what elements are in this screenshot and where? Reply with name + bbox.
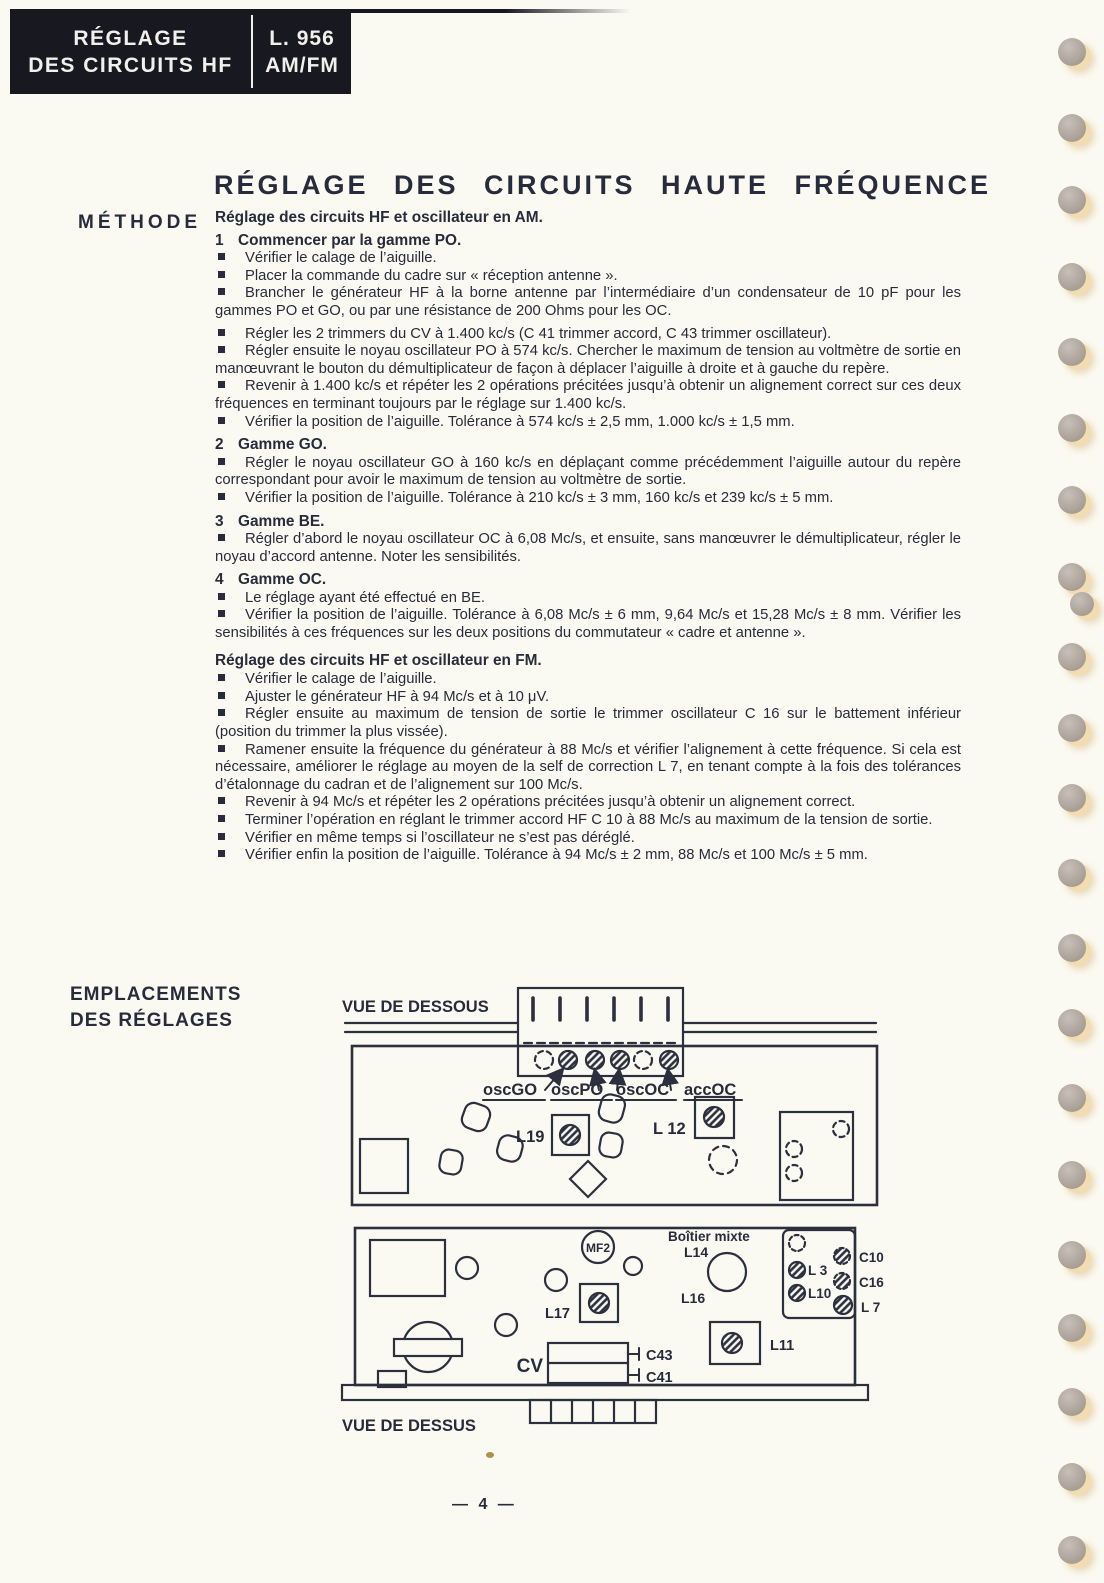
tube-hole [456, 1257, 478, 1279]
label-l11: L11 [770, 1338, 795, 1354]
hole-icon [789, 1235, 805, 1251]
method-bullet: Vérifier en même temps si l’oscillateur ne s’est pas déréglé. [215, 830, 961, 848]
method-numbered: 2 Gamme GO. [215, 436, 327, 454]
emplacements-line-2: DES RÉGLAGES [70, 1010, 233, 1031]
method-bullet: Ramener ensuite la fréquence du générateur à 88 Mc/s et vérifier l’alignement à cette fréquence. Si cela est nécessaire, améliorer le réglage au moyen de la self de correction L 7, en tenant compte à la fois des tolérances d’étalonnage du cadran et de l’alignement sur 100 Mc/s. [215, 741, 961, 793]
tube-hole [624, 1257, 642, 1275]
label-osc-oc: oscOC [616, 1081, 670, 1099]
method-bullet: Régler ensuite au maximum de tension de sortie le trimmer oscillateur C 16 sur le battement inférieur (position du trimmer la plus vissée). [215, 706, 961, 741]
binder-hole [1058, 486, 1086, 514]
bullet-square-icon [218, 815, 225, 822]
bullet-square-icon [218, 271, 225, 278]
bullet-square-icon [218, 417, 225, 424]
binder-hole [1058, 38, 1086, 66]
l16-can [708, 1253, 746, 1291]
binder-hole [1058, 714, 1086, 742]
item-number: 1 [215, 231, 224, 249]
bullet-square-icon [218, 534, 225, 541]
bullet-square-icon [218, 745, 225, 752]
screw-icon [559, 1051, 577, 1069]
method-bullet: Vérifier la position de l’aiguille. Tolérance à 6,08 Mc/s ± 6 mm, 9,64 Mc/s et 15,28 Mc/s ± 8 mm. Vérifier les sensibilités à ces fréquences sur les deux positions du commutateur « cadre et antenne ». [215, 607, 961, 642]
label-l12: L 12 [653, 1120, 686, 1138]
item-number: 2 [215, 436, 224, 454]
header-band-label: AM/FM [265, 53, 339, 77]
binder-hole [1058, 414, 1086, 442]
bullet-square-icon [218, 493, 225, 500]
bullet-square-icon [218, 833, 225, 840]
label-acc-oc: accOC [684, 1081, 737, 1099]
page-title: RÉGLAGE DES CIRCUITS HAUTE FRÉQUENCE [214, 170, 992, 200]
method-bullet: Vérifier le calage de l’aiguille. [215, 250, 961, 268]
item-number: 4 [215, 571, 224, 589]
knurled-trimmer-icon [834, 1248, 850, 1264]
binder-hole [1058, 784, 1086, 812]
emplacements-margin-label [70, 982, 241, 1034]
bottom-view-diagram [342, 988, 877, 1205]
label-l14: L14 [684, 1244, 709, 1260]
screw-icon [611, 1051, 629, 1069]
binder-hole [1058, 338, 1086, 366]
header-model-ref [253, 25, 351, 79]
bullet-square-icon [218, 692, 225, 699]
method-numbered: 3 Gamme BE. [215, 512, 325, 530]
bottom-view-title: VUE DE DESSOUS [342, 998, 489, 1016]
bottom-connector [530, 1400, 656, 1423]
binder-hole [1058, 1314, 1086, 1342]
label-l7: L 7 [861, 1300, 881, 1315]
hole-icon [786, 1141, 802, 1157]
bullet-square-icon [218, 458, 225, 465]
bullet-square-icon [218, 797, 225, 804]
binder-hole [1058, 859, 1086, 887]
label-mf2: MF2 [586, 1241, 610, 1255]
binder-hole [1058, 1536, 1086, 1564]
label-l17: L17 [545, 1306, 570, 1322]
hole-icon [786, 1165, 802, 1181]
item-number: 3 [215, 512, 224, 530]
adjustment-locations-diagram [330, 973, 915, 1453]
page-number: — 4 — [452, 1496, 517, 1513]
label-osc-po: oscPO [551, 1081, 604, 1099]
binder-hole [1058, 1388, 1086, 1416]
hole-icon [833, 1121, 849, 1137]
label-c43: C43 [646, 1348, 673, 1364]
method-bullet: Placer la commande du cadre sur « réception antenne ». [215, 268, 961, 286]
header-section-title [10, 25, 251, 79]
method-numbered: 1 Commencer par la gamme PO. [215, 231, 462, 249]
method-text-column [215, 209, 961, 865]
right-subassembly [780, 1112, 853, 1200]
label-l3: L 3 [808, 1263, 828, 1278]
binder-hole [1058, 1009, 1086, 1037]
page-header-box [10, 9, 351, 94]
diamond-hole [570, 1161, 606, 1197]
screw-icon [722, 1333, 742, 1353]
top-view-title: VUE DE DESSUS [342, 1417, 476, 1435]
binder-hole [1058, 186, 1086, 214]
screw-icon [789, 1262, 805, 1278]
binder-hole [1058, 643, 1086, 671]
bullet-square-icon [218, 253, 225, 260]
method-bullet: Terminer l’opération en réglant le trimmer accord HF C 10 à 88 Mc/s au maximum de la tension de sortie. [215, 812, 961, 830]
screw-icon [560, 1125, 580, 1145]
label-cv: CV [516, 1356, 543, 1377]
bullet-square-icon [218, 329, 225, 336]
binder-hole [1058, 263, 1086, 291]
emplacements-line-1: EMPLACEMENTS [70, 984, 242, 1005]
binder-hole [1058, 1241, 1086, 1269]
method-bullet: Brancher le générateur HF à la borne antenne par l’intermédiaire d’un condensateur de 10 pF pour les gammes PO et GO, ou par une résistance de 200 Ohms pour les OC. [215, 285, 961, 319]
transformer-square [370, 1240, 445, 1296]
bullet-square-icon [218, 593, 225, 600]
screw-icon [586, 1051, 604, 1069]
binder-hole [1058, 1084, 1086, 1112]
bullet-square-icon [218, 610, 225, 617]
screw-icon [789, 1285, 805, 1301]
method-bullet: Ajuster le générateur HF à 94 Mc/s et à 10 μV. [215, 689, 961, 707]
screw-icon [704, 1107, 724, 1127]
header-model-number: L. 956 [269, 26, 335, 50]
screw-icon [589, 1293, 609, 1313]
method-bullet: Le réglage ayant été effectué en BE. [215, 590, 961, 608]
method-bullet: Régler ensuite le noyau oscillateur PO à 574 kc/s. Chercher le maximum de tension au voltmètre de sortie en manœuvrant le bouton du démultiplicateur de façon à déplacer l’aiguille à droite et à gauche du repère. [215, 343, 961, 377]
ink-speck [486, 1452, 494, 1458]
screw-icon [660, 1051, 678, 1069]
tuning-shaft-bar [394, 1339, 462, 1356]
knurled-trimmer-icon [834, 1273, 850, 1289]
binder-hole [1058, 114, 1086, 142]
binder-hole [1058, 934, 1086, 962]
binder-hole [1058, 563, 1086, 591]
chassis-base-plate [342, 1385, 868, 1400]
method-heading: Réglage des circuits HF et oscillateur en FM. [215, 651, 542, 669]
label-l10: L10 [808, 1286, 832, 1301]
method-heading: Réglage des circuits HF et oscillateur en AM. [215, 209, 543, 226]
method-bullet: Régler le noyau oscillateur GO à 160 kc/s en déplaçant comme précédemment l’aiguille autour du repère correspondant pour avoir le maximum de tension au voltmètre de sortie. [215, 454, 961, 489]
label-boitier-mixte: Boîtier mixte [668, 1229, 750, 1244]
method-bullet: Vérifier le calage de l’aiguille. [215, 671, 961, 689]
method-bullet: Régler les 2 trimmers du CV à 1.400 kc/s (C 41 trimmer accord, C 43 trimmer oscillateur). [215, 326, 961, 344]
method-bullet: Vérifier enfin la position de l’aiguille. Tolérance à 94 Mc/s ± 2 mm, 88 Mc/s et 100 Mc/s ± 5 mm. [215, 847, 961, 865]
top-view-diagram [342, 1228, 884, 1435]
header-line-2: DES CIRCUITS HF [28, 53, 233, 77]
header-line-1: RÉGLAGE [73, 26, 188, 50]
label-c16: C16 [859, 1275, 884, 1290]
header-rule [351, 9, 631, 13]
bullet-square-icon [218, 850, 225, 857]
method-bullet: Régler d’abord le noyau oscillateur OC à 6,08 Mc/s, et ensuite, sans manœuvrer le démultiplicateur, régler le noyau d’accord antenne. Noter les sensibilités. [215, 531, 961, 565]
methode-margin-label: MÉTHODE [78, 212, 201, 233]
bullet-square-icon [218, 709, 225, 716]
binder-hole [1058, 1463, 1086, 1491]
bullet-square-icon [218, 346, 225, 353]
method-bullet: Vérifier la position de l’aiguille. Tolérance à 210 kc/s ± 3 mm, 160 kc/s et 239 kc/s ± 5 mm. [215, 490, 961, 508]
tube-hole [495, 1314, 517, 1336]
bullet-square-icon [218, 674, 225, 681]
method-bullet: Revenir à 94 Mc/s et répéter les 2 opérations précitées jusqu’à obtenir un alignement correct. [215, 794, 961, 812]
label-osc-go: oscGO [483, 1081, 538, 1099]
label-l16: L16 [681, 1290, 706, 1306]
component-square [360, 1139, 408, 1193]
bullet-square-icon [218, 381, 225, 388]
bullet-square-icon [218, 288, 225, 295]
method-bullet: Revenir à 1.400 kc/s et répéter les 2 opérations précitées jusqu’à obtenir un alignement correct sur ces deux fréquences en terminant toujours par le réglage sur 1.400 kc/s. [215, 378, 961, 412]
label-l19: L19 [516, 1128, 545, 1146]
hole-icon [709, 1146, 737, 1174]
method-bullet: Vérifier la position de l’aiguille. Tolérance à 574 kc/s ± 2,5 mm, 1.000 kc/s ± 1,5 mm. [215, 414, 961, 432]
tube-hole [545, 1269, 567, 1291]
label-c10: C10 [859, 1250, 884, 1265]
binder-hole-double-punch [1070, 592, 1094, 616]
cv-trimmer-ticks [628, 1348, 639, 1381]
screw-icon [834, 1296, 852, 1314]
method-numbered: 4 Gamme OC. [215, 571, 327, 589]
binder-hole [1058, 1161, 1086, 1189]
label-c41: C41 [646, 1370, 673, 1386]
